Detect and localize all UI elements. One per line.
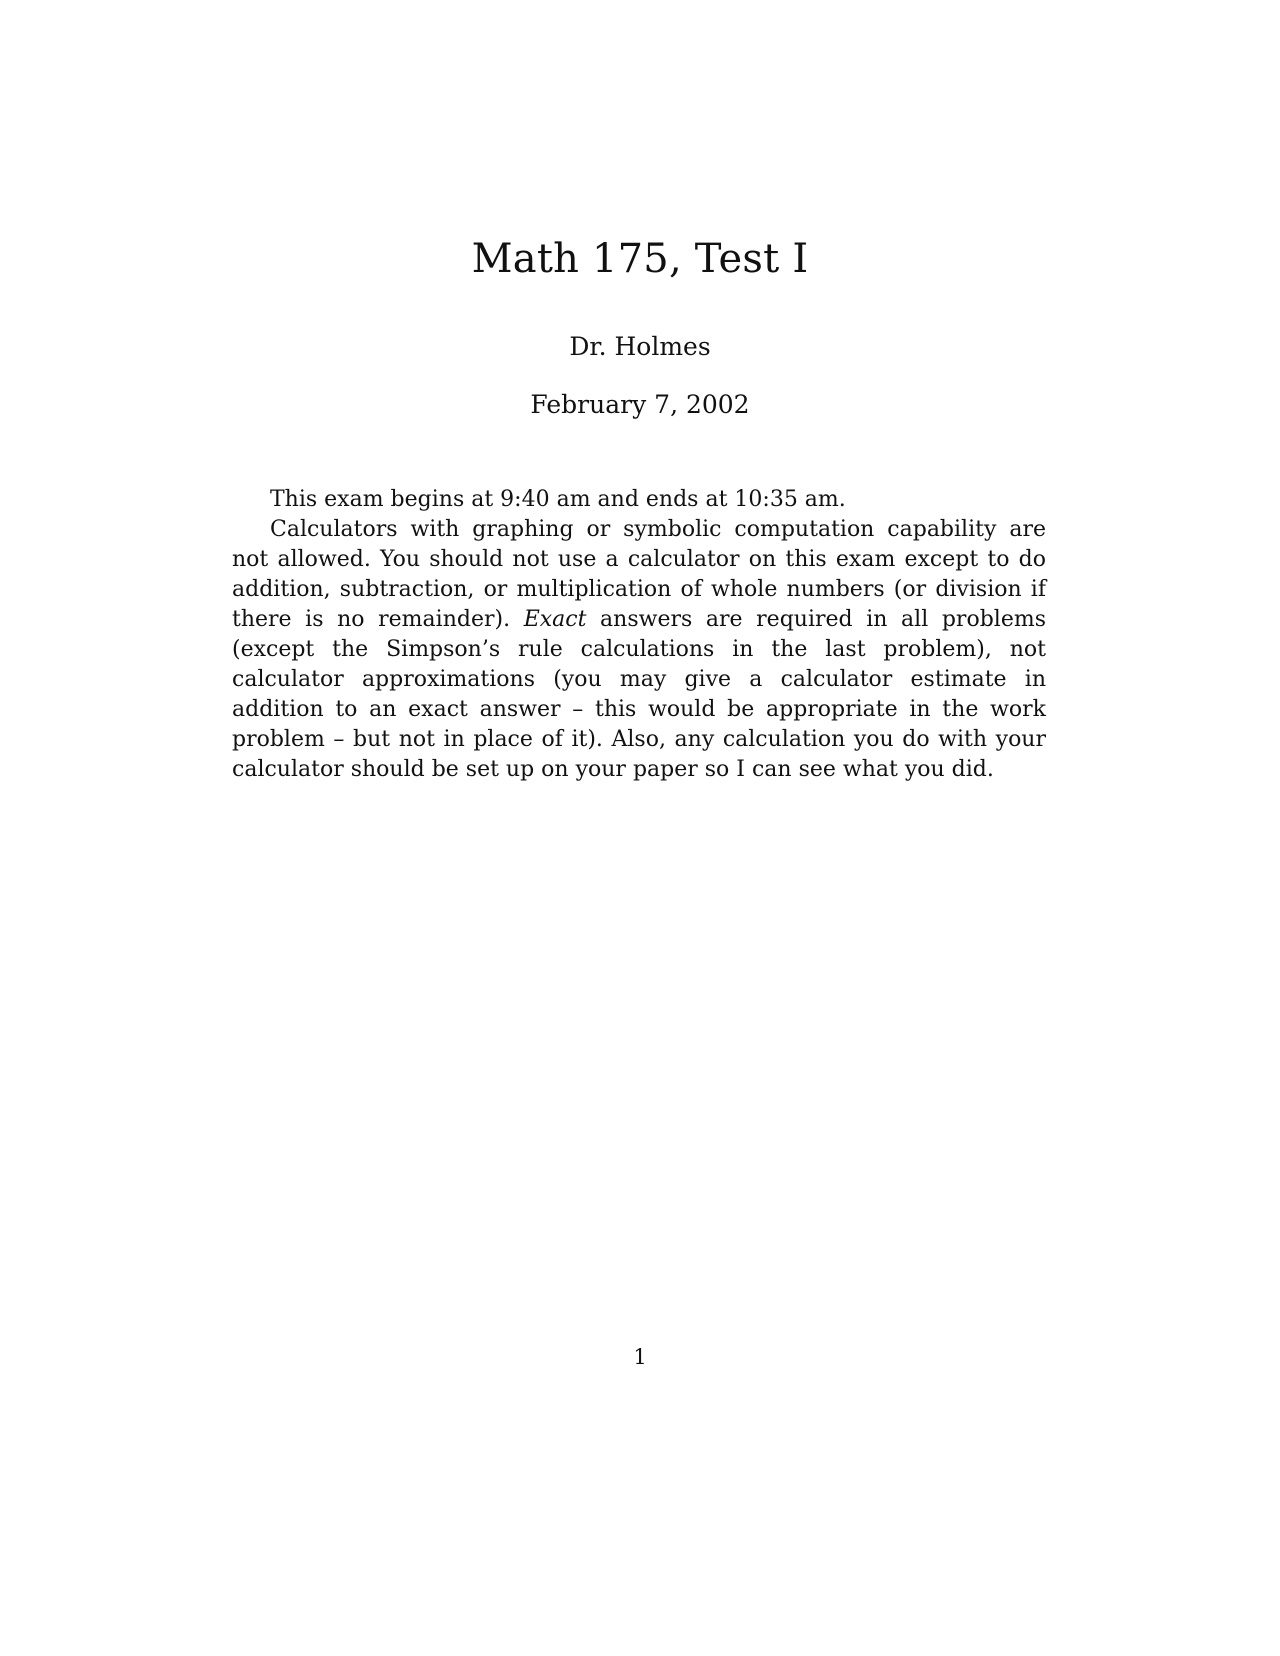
exam-date: February 7, 2002 [530, 390, 750, 419]
calculator-policy-paragraph [232, 515, 1046, 785]
author-name: Dr. Holmes [569, 332, 711, 361]
exam-title: Math 175, Test I [471, 236, 809, 282]
calculator-policy-text-start: Calculators with graphing or symbolic computation capability are not allowed. You should not use a calculator on this exam except to do addition, subtraction, or multiplication of whole numbers (or division if there is no remainder). [232, 517, 1046, 632]
page-number: 1 [633, 1345, 647, 1369]
exam-time-paragraph: This exam begins at 9:40 am and ends at 10:35 am. [270, 487, 846, 512]
exact-emphasis: Exact [523, 607, 587, 632]
instructions-text [232, 485, 1046, 785]
calculator-policy-text-end: answers are required in all problems (except the Simpson’s rule calculations in the last problem), not calculator approximations (you may give a calculator estimate in addition to an exact answer – this would be appropriate in the work problem – but not in place of it). Also, any calculation you do with your calculator should be set up on your paper so I can see what you did. [232, 607, 1046, 782]
